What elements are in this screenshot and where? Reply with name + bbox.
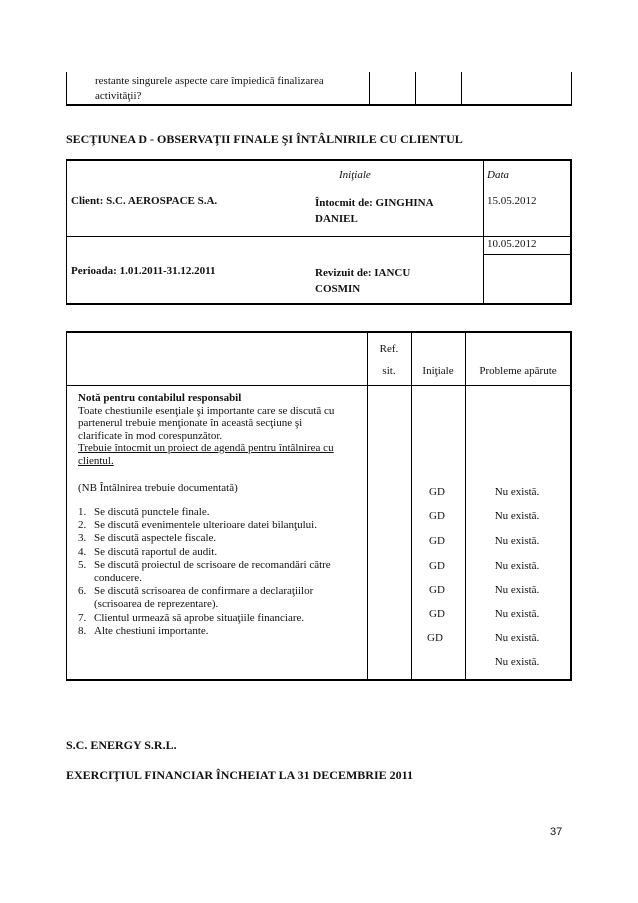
agenda-line1: Trebuie întocmit un proiect de agendă pentru întâlnirea cu — [78, 442, 334, 454]
list-item — [78, 532, 368, 545]
column-divider — [415, 72, 416, 104]
initiale-value: GD — [427, 632, 443, 644]
item-number: 6. — [78, 585, 87, 598]
intocmit-de — [315, 195, 434, 227]
row-divider — [67, 385, 570, 386]
agenda-line2: clientul. — [78, 454, 114, 467]
probleme-value: Nu există. — [494, 656, 540, 668]
header-initiale: Iniţiale — [339, 169, 371, 181]
perioada-label: Perioada: 1.01.2011-31.12.2011 — [71, 265, 216, 277]
page-number: 37 — [550, 826, 563, 838]
item-number: 2. — [78, 519, 87, 532]
note-title: Notă pentru contabilul responsabil — [78, 392, 242, 404]
column-divider — [369, 72, 370, 104]
top-fragment-line2: activităţii? — [95, 90, 142, 102]
header-data: Data — [487, 169, 509, 181]
nb-line: (NB Întâlnirea trebuie documentată) — [78, 482, 238, 494]
column-divider — [483, 161, 484, 303]
initiale-value: GD — [429, 608, 445, 620]
row-divider — [67, 236, 570, 237]
item-text: Alte chestiuni importante. — [94, 624, 209, 637]
list-item-continuation — [78, 572, 368, 585]
item-text: Se discută proiectul de scrisoare de recomandări către — [94, 558, 331, 571]
probleme-value: Nu există. — [494, 486, 540, 498]
header-ref-line2: sit. — [382, 365, 396, 377]
item-text: Se discută punctele finale. — [94, 506, 210, 518]
initiale-value: GD — [429, 535, 445, 547]
list-item — [78, 519, 368, 532]
section-d-box — [66, 159, 572, 305]
top-fragment-line1: restante singurele aspecte care împiedică finalizarea — [95, 75, 324, 87]
item-number: 3. — [78, 532, 87, 545]
list-item — [78, 559, 368, 572]
header-initiale: Iniţiale — [422, 365, 454, 377]
list-item — [78, 612, 368, 625]
list-item — [78, 585, 368, 598]
item-text: conducere. — [94, 572, 142, 585]
item-text: Se discută evenimentele ulterioare datei bilanţului. — [94, 519, 317, 532]
top-fragment-text — [95, 74, 367, 104]
probleme-value: Nu există. — [494, 535, 540, 547]
list-item-continuation — [78, 598, 368, 611]
item-number: 5. — [78, 558, 87, 571]
item-number: 4. — [78, 545, 87, 558]
note-line: clarificate în mod corespunzător. — [78, 429, 223, 442]
client-label: Client: S.C. AEROSPACE S.A. — [71, 195, 218, 207]
probleme-value: Nu există. — [494, 584, 540, 596]
header-ref-line1: Ref. — [379, 343, 399, 355]
note-line: partenerul trebuie menţionate în această secţiune şi — [78, 417, 303, 429]
intocmit-line1: Întocmit de: GINGHINA — [315, 197, 434, 209]
revizuit-line2: COSMIN — [315, 283, 361, 295]
probleme-value: Nu există. — [494, 560, 540, 572]
item-text: Se discută raportul de audit. — [94, 545, 218, 558]
probleme-value: Nu există. — [494, 608, 540, 620]
date-revizuit: 10.05.2012 — [487, 238, 537, 250]
initiale-value: GD — [429, 510, 445, 522]
list-item — [78, 506, 368, 519]
revizuit-de — [315, 265, 410, 297]
date-intocmit: 15.05.2012 — [487, 195, 537, 207]
item-text: (scrisoarea de reprezentare). — [94, 598, 219, 611]
checklist-items — [78, 506, 368, 638]
list-item — [78, 546, 368, 559]
initiale-value: GD — [429, 560, 445, 572]
probleme-value: Nu există. — [494, 510, 540, 522]
section-d-title: SECŢIUNEA D - OBSERVAŢII FINALE ŞI ÎNTÂLNIRILE CU CLIENTUL — [66, 132, 463, 146]
company-name: S.C. ENERGY S.R.L. — [66, 738, 177, 752]
initiale-value: GD — [429, 584, 445, 596]
item-number: 7. — [78, 611, 87, 624]
item-text: Se discută scrisoarea de confirmare a declaraţiilor — [94, 585, 314, 598]
probleme-value: Nu există. — [494, 632, 540, 644]
item-number: 1. — [78, 506, 87, 518]
initiale-value: GD — [429, 486, 445, 498]
intocmit-line2: DANIEL — [315, 213, 358, 225]
item-number: 8. — [78, 624, 87, 637]
revizuit-line1: Revizuit de: IANCU — [315, 267, 411, 279]
item-text: Se discută aspectele fiscale. — [94, 532, 217, 545]
row-divider — [483, 254, 570, 255]
header-probleme: Probleme apărute — [479, 365, 557, 377]
financial-exercise: EXERCIŢIUL FINANCIAR ÎNCHEIAT LA 31 DECEMBRIE 2011 — [66, 768, 413, 782]
note-line: Toate chestiunile esenţiale şi importante care se discută cu — [78, 404, 335, 417]
note-block — [78, 392, 378, 467]
top-fragment-table — [66, 72, 572, 106]
column-divider — [461, 72, 462, 104]
item-text: Clientul urmează să aprobe situaţiile financiare. — [94, 611, 305, 624]
list-item — [78, 625, 368, 638]
